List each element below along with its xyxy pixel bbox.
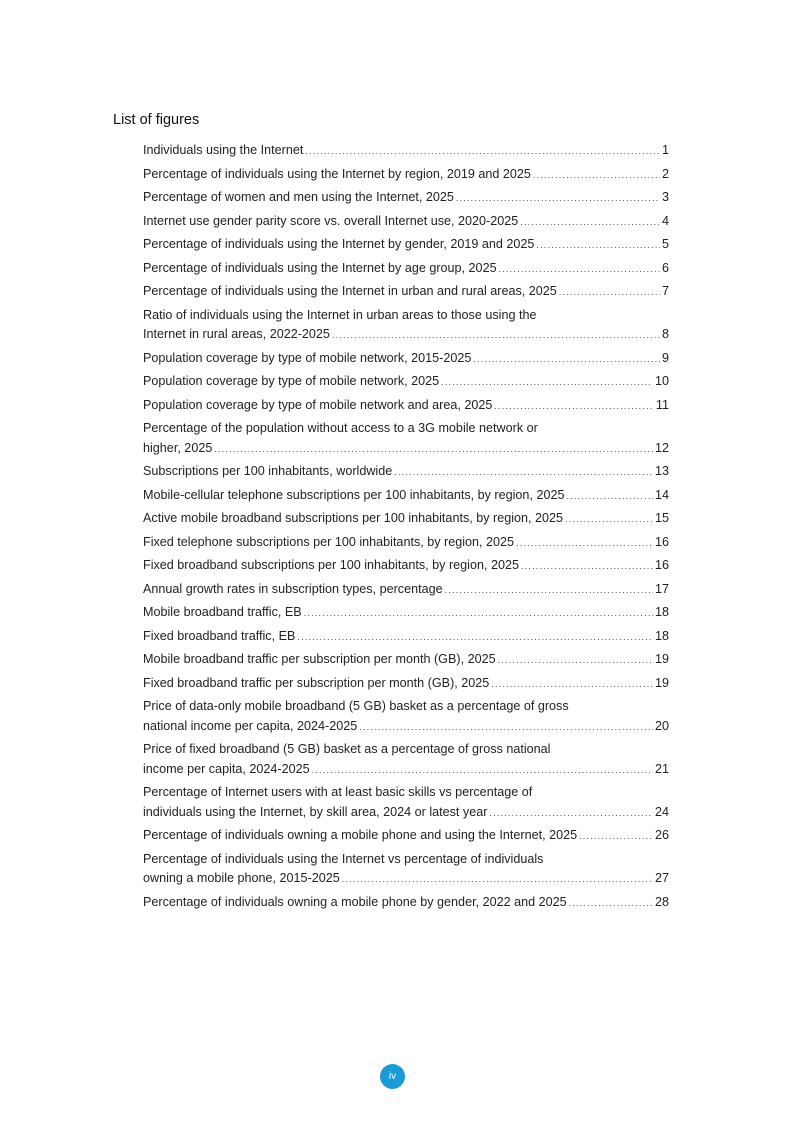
figure-entry[interactable] — [143, 533, 669, 554]
figure-page-number: 21 — [654, 761, 669, 776]
figure-entry[interactable] — [143, 850, 669, 890]
figure-page-number: 9 — [661, 350, 669, 365]
figure-page-number: 19 — [654, 652, 669, 666]
dot-leader — [297, 628, 653, 648]
figure-title: Percentage of the population without access to a 3G mobile network or — [143, 421, 538, 435]
figure-entry-line — [143, 783, 669, 803]
figure-page-number: 11 — [655, 397, 669, 412]
dot-leader — [359, 718, 653, 738]
dot-leader — [342, 870, 653, 890]
figure-entry[interactable] — [143, 783, 669, 823]
figure-page-number: 6 — [661, 260, 669, 275]
dot-leader — [473, 350, 660, 370]
figure-page-number: 26 — [654, 828, 669, 842]
figure-title: Fixed telephone subscriptions per 100 inhabitants, by region, 2025 — [143, 534, 515, 549]
dot-leader — [312, 761, 653, 781]
dot-leader — [499, 260, 660, 280]
figure-page-number: 5 — [661, 237, 669, 251]
figure-page-number: 7 — [661, 284, 669, 298]
figure-entry[interactable] — [143, 740, 669, 780]
figure-title: Price of fixed broadband (5 GB) basket as a percentage of gross national — [143, 742, 551, 756]
dot-leader — [489, 804, 653, 824]
figure-entry-line-last — [143, 826, 669, 847]
figure-entry-line — [143, 306, 669, 326]
figure-page-number: 12 — [654, 440, 669, 455]
figure-entry-line — [143, 740, 669, 760]
dot-leader — [394, 463, 653, 483]
figure-entry-line-last — [143, 212, 669, 233]
figure-entry[interactable] — [143, 188, 669, 209]
figure-title: Fixed broadband traffic, EB — [143, 628, 296, 643]
figure-entry-line-last — [143, 141, 669, 162]
figure-entry[interactable] — [143, 650, 669, 671]
figure-title: Fixed broadband subscriptions per 100 inhabitants, by region, 2025 — [143, 558, 519, 572]
figure-page-number: 24 — [654, 804, 669, 819]
figure-page-number: 1 — [661, 143, 669, 157]
figure-title: Active mobile broadband subscriptions per 100 inhabitants, by region, 2025 — [143, 511, 564, 525]
dot-leader — [566, 487, 653, 507]
figure-entry[interactable] — [143, 580, 669, 601]
figure-page-number: 16 — [654, 534, 669, 549]
figure-entry-line-last — [143, 893, 669, 914]
figure-title: Internet use gender parity score vs. overall Internet use, 2020-2025 — [143, 213, 519, 228]
figure-title: Percentage of individuals using the Internet vs percentage of individuals — [143, 851, 544, 866]
figure-title: Population coverage by type of mobile network, 2025 — [143, 374, 440, 388]
dot-leader — [559, 283, 660, 303]
figure-list — [143, 141, 669, 916]
figure-entry-line — [143, 419, 669, 439]
figure-title: Percentage of women and men using the Internet, 2025 — [143, 190, 454, 204]
dot-leader — [579, 827, 653, 847]
figure-entry[interactable] — [143, 826, 669, 847]
figure-entry-line-last — [143, 282, 669, 303]
figure-title: Population coverage by type of mobile network, 2015-2025 — [143, 350, 472, 365]
figure-entry-line-last — [143, 439, 669, 460]
figure-entry-line-last — [143, 556, 669, 577]
figure-entry[interactable] — [143, 697, 669, 737]
figure-title: Internet in rural areas, 2022-2025 — [143, 327, 330, 341]
figure-entry[interactable] — [143, 259, 669, 280]
figure-entry-line — [143, 850, 669, 870]
figure-entry-line-last — [143, 603, 669, 624]
dot-leader — [305, 142, 660, 162]
figure-title: individuals using the Internet, by skill area, 2024 or latest year — [143, 804, 488, 819]
dot-leader — [569, 894, 653, 914]
figure-entry-line-last — [143, 760, 669, 781]
figure-entry-line-last — [143, 717, 669, 738]
figure-entry-line-last — [143, 396, 669, 417]
figure-title: Individuals using the Internet — [143, 143, 304, 157]
dot-leader — [441, 373, 653, 393]
figure-entry-line-last — [143, 188, 669, 209]
figure-title: Ratio of individuals using the Internet in urban areas to those using the — [143, 307, 537, 322]
figure-entry[interactable] — [143, 462, 669, 483]
figure-entry-line-last — [143, 325, 669, 346]
dot-leader — [332, 326, 660, 346]
figure-title: Annual growth rates in subscription types, percentage — [143, 581, 443, 596]
figure-title: Subscriptions per 100 inhabitants, worldwide — [143, 464, 393, 478]
figure-entry[interactable] — [143, 349, 669, 370]
figure-entry[interactable] — [143, 306, 669, 346]
figure-page-number: 14 — [654, 487, 669, 502]
figure-entry[interactable] — [143, 212, 669, 233]
figure-entry[interactable] — [143, 674, 669, 695]
page-number-badge: iv — [380, 1064, 405, 1089]
dot-leader — [533, 166, 660, 186]
figure-title: Percentage of individuals owning a mobile phone and using the Internet, 2025 — [143, 828, 578, 842]
figure-page-number: 18 — [654, 628, 669, 643]
dot-leader — [491, 675, 653, 695]
figure-title: income per capita, 2024-2025 — [143, 761, 310, 776]
figure-page-number: 27 — [654, 871, 669, 885]
figure-entry[interactable] — [143, 486, 669, 507]
figure-title: higher, 2025 — [143, 440, 213, 455]
dot-leader — [456, 189, 660, 209]
figure-entry-line-last — [143, 650, 669, 671]
figure-entry-line-last — [143, 803, 669, 824]
figure-entry-line-last — [143, 674, 669, 695]
figure-page-number: 2 — [661, 166, 669, 181]
figure-entry-line-last — [143, 259, 669, 280]
figure-entry-line-last — [143, 869, 669, 890]
dot-leader — [445, 581, 653, 601]
figure-page-number: 17 — [654, 581, 669, 596]
figure-entry[interactable] — [143, 893, 669, 914]
dot-leader — [516, 534, 653, 554]
figure-page-number: 20 — [654, 718, 669, 733]
figure-page-number: 18 — [654, 605, 669, 619]
figure-page-number: 28 — [654, 894, 669, 909]
figure-entry[interactable] — [143, 372, 669, 393]
figure-entry-line-last — [143, 462, 669, 483]
figure-page-number: 15 — [654, 511, 669, 525]
page-title: List of figures — [113, 112, 200, 128]
figure-entry-line-last — [143, 533, 669, 554]
figure-title: Mobile-cellular telephone subscriptions per 100 inhabitants, by region, 2025 — [143, 487, 565, 502]
figure-page-number: 19 — [654, 675, 669, 690]
dot-leader — [498, 651, 653, 671]
figure-page-number: 8 — [661, 327, 669, 341]
figure-entry-line-last — [143, 627, 669, 648]
figure-entry[interactable] — [143, 603, 669, 624]
figure-entry[interactable] — [143, 165, 669, 186]
figure-entry-line-last — [143, 580, 669, 601]
figure-entry[interactable] — [143, 509, 669, 530]
figure-title: Percentage of individuals using the Internet by region, 2019 and 2025 — [143, 166, 531, 181]
figure-entry[interactable] — [143, 419, 669, 459]
figure-title: owning a mobile phone, 2015-2025 — [143, 871, 340, 885]
figure-title: Percentage of individuals using the Internet in urban and rural areas, 2025 — [143, 284, 557, 298]
dot-leader — [494, 397, 654, 417]
figure-title: Percentage of individuals owning a mobile phone by gender, 2022 and 2025 — [143, 894, 567, 909]
dot-leader — [304, 604, 653, 624]
dot-leader — [521, 557, 653, 577]
figure-page-number: 16 — [654, 558, 669, 572]
figure-entry[interactable] — [143, 396, 669, 417]
dot-leader — [536, 236, 660, 256]
figure-entry-line-last — [143, 349, 669, 370]
figure-entry[interactable] — [143, 627, 669, 648]
figure-page-number: 4 — [661, 213, 669, 228]
figure-entry-line-last — [143, 372, 669, 393]
figure-entry[interactable] — [143, 282, 669, 303]
figure-entry-line — [143, 697, 669, 717]
figure-title: Percentage of individuals using the Internet by age group, 2025 — [143, 260, 497, 275]
figure-page-number: 13 — [654, 464, 669, 478]
figure-title: Percentage of Internet users with at least basic skills vs percentage of — [143, 785, 533, 799]
figure-entry-line-last — [143, 165, 669, 186]
figure-entry-line-last — [143, 486, 669, 507]
figure-entry[interactable] — [143, 235, 669, 256]
figure-entry[interactable] — [143, 141, 669, 162]
dot-leader — [565, 510, 653, 530]
dot-leader — [214, 440, 653, 460]
figure-title: national income per capita, 2024-2025 — [143, 718, 358, 733]
figure-title: Mobile broadband traffic per subscription per month (GB), 2025 — [143, 652, 496, 666]
figure-page-number: 10 — [654, 374, 669, 388]
figure-title: Fixed broadband traffic per subscription per month (GB), 2025 — [143, 675, 490, 690]
dot-leader — [520, 213, 660, 233]
figure-title: Population coverage by type of mobile network and area, 2025 — [143, 397, 493, 412]
figure-entry-line-last — [143, 509, 669, 530]
figure-title: Price of data-only mobile broadband (5 GB) basket as a percentage of gross — [143, 699, 569, 713]
figure-entry[interactable] — [143, 556, 669, 577]
figure-title: Percentage of individuals using the Internet by gender, 2019 and 2025 — [143, 237, 535, 251]
figure-title: Mobile broadband traffic, EB — [143, 605, 302, 619]
figure-page-number: 3 — [661, 190, 669, 204]
figure-entry-line-last — [143, 235, 669, 256]
